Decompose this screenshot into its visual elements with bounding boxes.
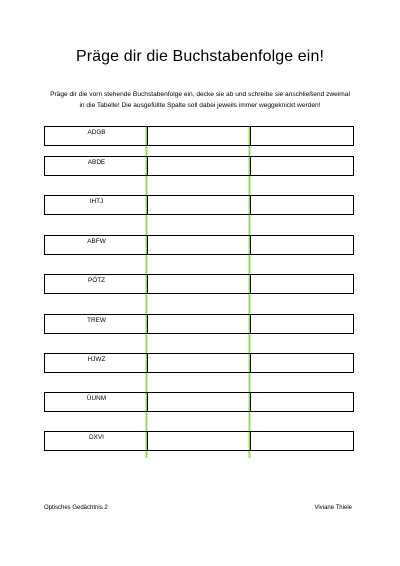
table-row	[44, 156, 354, 176]
table-row	[44, 431, 354, 451]
sequence-label: ÜUNM	[86, 395, 107, 402]
letter-sequence-table	[44, 126, 354, 458]
sequence-cell	[45, 354, 148, 372]
table-row	[44, 392, 354, 412]
worksheet-title: Präge dir die Buchstabenfolge ein!	[75, 48, 324, 65]
table-row	[44, 235, 354, 255]
table-row	[44, 274, 354, 294]
table-row	[44, 353, 354, 373]
answer-cell-1[interactable]	[148, 315, 251, 333]
sequence-cell	[45, 196, 148, 214]
sequence-cell	[45, 127, 148, 145]
answer-cell-1[interactable]	[148, 236, 251, 254]
sequence-cell	[45, 315, 148, 333]
sequence-label: IHTJ	[89, 198, 104, 205]
answer-cell-2[interactable]	[251, 354, 353, 372]
sequence-cell	[45, 432, 148, 450]
footer-left-text: Optisches Gedächtnis 2	[44, 505, 108, 511]
instructions-line-1: Präge dir die vorn stehende Buchstabenfolge ein, decke sie ab und schreibe sie anschließend zweimal	[50, 91, 350, 98]
answer-cell-2[interactable]	[251, 196, 353, 214]
answer-cell-1[interactable]	[148, 275, 251, 293]
table-row	[44, 314, 354, 334]
answer-cell-2[interactable]	[251, 393, 353, 411]
sequence-cell	[45, 236, 148, 254]
answer-cell-1[interactable]	[148, 196, 251, 214]
sequence-label: HJWZ	[87, 356, 106, 363]
sequence-label: ABDE	[87, 159, 106, 166]
answer-cell-2[interactable]	[251, 432, 353, 450]
answer-cell-2[interactable]	[251, 236, 353, 254]
footer-right-text: Viviane Thiele	[314, 505, 352, 511]
table-row	[44, 195, 354, 215]
table-row	[44, 126, 354, 146]
answer-cell-1[interactable]	[148, 432, 251, 450]
instructions-text	[40, 89, 360, 111]
answer-cell-2[interactable]	[251, 275, 353, 293]
answer-cell-1[interactable]	[148, 354, 251, 372]
sequence-label: DXVI	[89, 434, 104, 441]
instructions-line-2: in die Tabelle! Die ausgefüllte Spalte soll dabei jeweils immer weggeknickt werden!	[79, 102, 321, 109]
sequence-cell	[45, 275, 148, 293]
sequence-cell	[45, 157, 148, 175]
answer-cell-2[interactable]	[251, 315, 353, 333]
sequence-label: ABFW	[87, 238, 106, 245]
sequence-label: ADGB	[87, 129, 106, 136]
answer-cell-1[interactable]	[148, 157, 251, 175]
answer-cell-2[interactable]	[251, 157, 353, 175]
sequence-label: PÖTZ	[87, 277, 106, 284]
answer-cell-1[interactable]	[148, 127, 251, 145]
answer-cell-2[interactable]	[251, 127, 353, 145]
sequence-cell	[45, 393, 148, 411]
answer-cell-1[interactable]	[148, 393, 251, 411]
sequence-label: TREW	[87, 317, 106, 324]
